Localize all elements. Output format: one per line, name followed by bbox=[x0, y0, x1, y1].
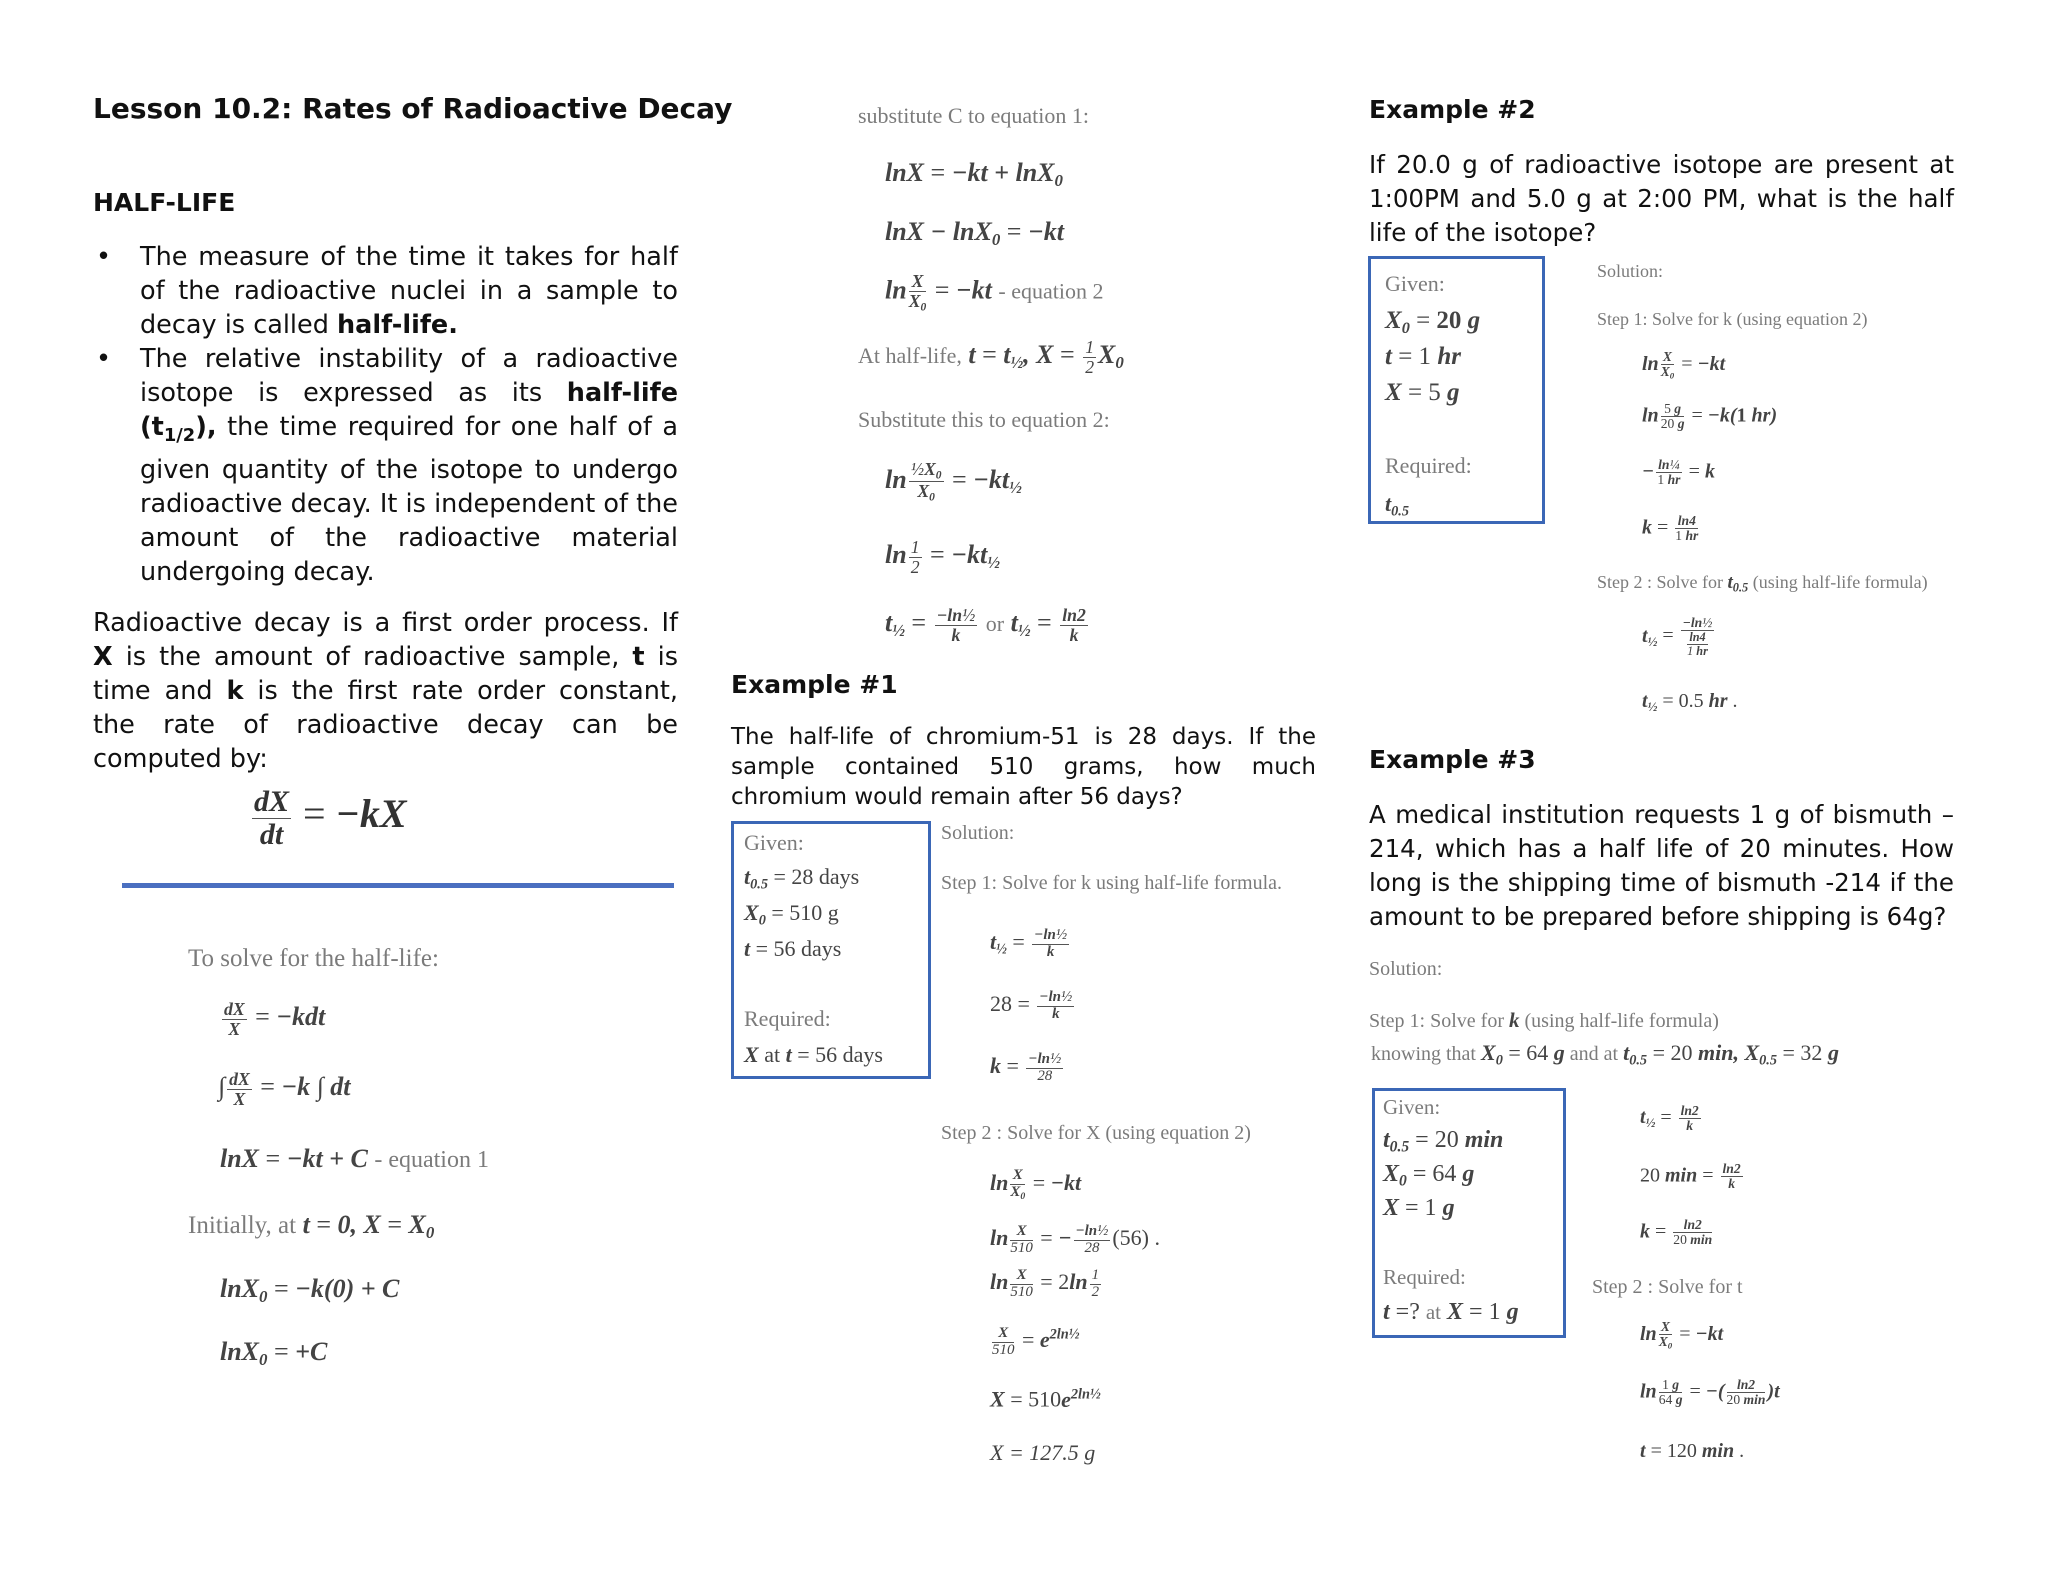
solve-label: To solve for the half-life: bbox=[188, 945, 439, 972]
step-1-label: Step 1: Solve for k using half-life formula. bbox=[941, 872, 1283, 894]
equation: ln $\frac{1 g}{64 g}$ = −( $\frac{\ln 2}{20 \min}$ )t bbox=[1640, 1377, 1780, 1408]
half-life-condition: At half-life, $t = t_{\frac{1}{2}}$, X = $\frac{1}{2}$ $X_0$ bbox=[858, 337, 1124, 377]
solution-label: Solution: bbox=[941, 822, 1015, 844]
bullet-item: • The measure of the time it takes for half of the radioactive nuclei in a sample to decay is called half-life. bbox=[96, 242, 678, 340]
equation: ln $\frac{X}{510}$ = − $\frac{\text{−ln½}}{28}$ (56) . bbox=[990, 1223, 1160, 1256]
example-1-text: The half-life of chromium-51 is 28 days. If the sample contained 510 grams, how much chromium would remain after 56 days? bbox=[731, 724, 1316, 810]
equation: $t_{\frac{1}{2}}$ = $\frac{\text{−ln½}}{\frac{\ln 4}{1 hr}}$ bbox=[1642, 615, 1713, 659]
example-2-text: If 20.0 g of radioactive isotope are present at 1:00PM and 5.0 g at 2:00 PM, what is the half life of the isotope? bbox=[1369, 150, 1954, 247]
equation: $t_{\frac{1}{2}}$ = $\frac{\ln 2}{k}$ bbox=[1640, 1103, 1699, 1134]
answer: $t_{\frac{1}{2}} = 0.5$ hr . bbox=[1642, 690, 1738, 714]
equation: ln $\frac{\frac{1}{2}X_0}{X_0}$ = $-kt_{\frac{1}{2}}$ bbox=[885, 459, 1022, 504]
half-life-formula: $t_{\frac{1}{2}}$ = $\frac{\text{−ln½}}{k}$ or $t_{\frac{1}{2}}$ = $\frac{\ln 2}{k}$ bbox=[885, 605, 1086, 645]
knowing-line: knowing that $X_0 = 64$ g and at $t_{0.5} = 20$ min, $X_{0.5} = 32$ g bbox=[1371, 1040, 1839, 1069]
step-2-label: Step 2 : Solve for $t_{0.5}$ (using half-life formula) bbox=[1597, 572, 1928, 595]
equation: k = $\frac{\ln 4}{1 hr}$ bbox=[1642, 513, 1699, 544]
step-2-label: Step 2 : Solve for X (using equation 2) bbox=[941, 1122, 1251, 1144]
substitute-label: substitute C to equation 1: bbox=[858, 103, 1089, 128]
equation: ln $\frac{X}{510}$ = 2ln $\frac{1}{2}$ bbox=[990, 1267, 1100, 1300]
equation: lnX$_0$ = +C bbox=[220, 1337, 328, 1370]
section-heading-half-life: HALF-LIFE bbox=[93, 188, 236, 217]
answer: X = 127.5 g bbox=[990, 1440, 1096, 1465]
answer: t = 120 min . bbox=[1640, 1440, 1745, 1462]
substitute-label-2: Substitute this to equation 2: bbox=[858, 407, 1110, 432]
example-3-title: Example #3 bbox=[1369, 745, 1536, 774]
example-2-title: Example #2 bbox=[1369, 95, 1536, 124]
rate-equation: $\frac{dX}{dt}$ = −kX bbox=[254, 785, 407, 851]
equation: − $\frac{\text{ln¼}}{1 hr}$ = k bbox=[1642, 457, 1715, 488]
step-1-label: Step 1: Solve for k (using equation 2) bbox=[1597, 309, 1868, 329]
example-1-title: Example #1 bbox=[731, 670, 898, 699]
example-3-given-box: Given: $t_{0.5} = 20$ min $X_0 = 64$ g X = 1 g Required: t =? at X = 1 g bbox=[1372, 1088, 1566, 1338]
example-1-given-box: Given: $t_{0.5} = 28$ days $X_0 = 510$ g t = 56 days Required: X at t = 56 days bbox=[731, 821, 931, 1079]
equation: lnX$_0$ = −k(0) + C bbox=[220, 1274, 400, 1307]
divider bbox=[122, 883, 674, 888]
bullet-item: • The relative instability of a radioactive isotope is expressed as its half-life $(t_{1/2})$, the time required for one half of a given quantity of the isotope to undergo radioactive decay. It is independent of the amount of the radioactive material undergoing decay. bbox=[96, 344, 678, 588]
equation: ln $\frac{X}{X_0}$ = −kt bbox=[990, 1167, 1082, 1202]
step-2-label: Step 2 : Solve for t bbox=[1592, 1276, 1743, 1298]
equation: $t_{\frac{1}{2}}$ = $\frac{\text{−ln½}}{k}$ bbox=[990, 927, 1068, 960]
bullet-dot-icon: • bbox=[96, 242, 112, 272]
solution-label: Solution: bbox=[1369, 958, 1443, 980]
equation-1: lnX = −kt + C - equation 1 bbox=[220, 1144, 489, 1173]
equation: ln $\frac{X}{X_0}$ = −kt bbox=[1642, 349, 1726, 381]
equation: $\frac{X}{510}$ = $e^{2ln\frac{1}{2}}$ bbox=[992, 1325, 1080, 1358]
equation: k = $\frac{\text{−ln½}}{28}$ bbox=[990, 1051, 1062, 1084]
solution-label: Solution: bbox=[1597, 261, 1664, 281]
equation: lnX − lnX$_0$ = −kt bbox=[885, 217, 1064, 250]
equation: $\frac{dX}{X}$ = −kdt bbox=[224, 999, 326, 1039]
bullet-dot-icon: • bbox=[96, 344, 112, 374]
equation: lnX = −kt + lnX$_0$ bbox=[885, 158, 1063, 191]
equation: ln $\frac{1}{2}$ = $-kt_{\frac{1}{2}}$ bbox=[885, 537, 1000, 577]
equation: 20 min = $\frac{\ln 2}{k}$ bbox=[1640, 1161, 1741, 1192]
page-title: Lesson 10.2: Rates of Radioactive Decay bbox=[93, 92, 733, 125]
half-life-bullets bbox=[96, 240, 678, 589]
equation: k = $\frac{\ln 2}{20 \min}$ bbox=[1640, 1217, 1713, 1248]
equation: 28 = $\frac{\text{−ln½}}{k}$ bbox=[990, 989, 1073, 1022]
equation: ln $\frac{5 g}{20 g}$ = −k(1 hr) bbox=[1642, 401, 1778, 432]
equation: ∫ $\frac{dX}{X}$ = −k ∫ dt bbox=[218, 1069, 351, 1109]
equation-2: ln $\frac{X}{X_0}$ = −kt - equation 2 bbox=[885, 271, 1104, 313]
initial-condition: Initially, at t = 0, $X = X_0$ bbox=[188, 1210, 435, 1243]
example-2-given-box: Given: $X_0 = 20$ g t = 1 hr X = 5 g Required: $t_{0.5}$ bbox=[1368, 256, 1545, 524]
rate-paragraph: Radioactive decay is a first order process. If X is the amount of radioactive sample, t is time and k is the first rate order constant, the rate of radioactive decay can be computed by: bbox=[93, 608, 678, 774]
equation: ln $\frac{X}{X_0}$ = −kt bbox=[1640, 1319, 1724, 1351]
step-1-label: Step 1: Solve for k (using half-life formula) bbox=[1369, 1008, 1719, 1032]
example-3-text: A medical institution requests 1 g of bismuth – 214, which has a half life of 20 minutes. How long is the shipping time of bismuth -214 if the amount to be prepared before shipping is 64g? bbox=[1369, 800, 1954, 931]
equation: $X = 510e^{2ln\frac{1}{2}}$ bbox=[990, 1386, 1101, 1412]
